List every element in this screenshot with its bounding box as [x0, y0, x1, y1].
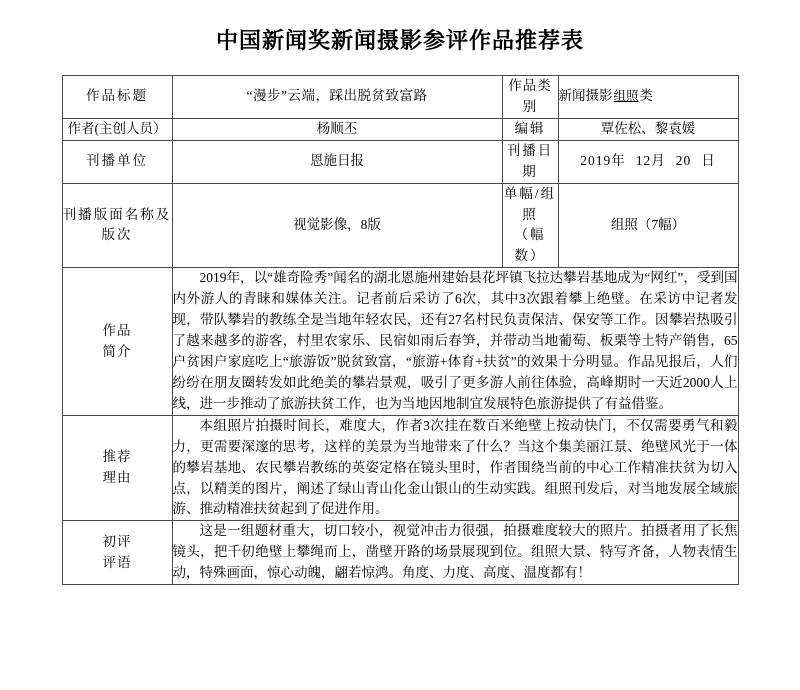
- table-row-recommendation: [62, 415, 738, 521]
- label-work-summary: [62, 268, 172, 415]
- table-row-author: [62, 118, 738, 140]
- single-or-group-line1: 单幅/组照: [503, 185, 557, 222]
- date-year-unit: 年: [611, 153, 626, 169]
- table-row-layout: [62, 183, 738, 268]
- value-work-summary: 2019年，以“雄奇险秀”闻名的湖北恩施州建始县花坪镇飞拉达攀岩基地成为“网红”，受到国内外游人的青睐和媒体关注。记者前后采访了6次，其中3次跟着攀上绝壁。在采访中记者发现，带队攀岩的教练全是当地年轻农民，还有27名村民负责保洁、保安等工作。因攀岩热吸引了越来越多的游客，村里农家乐、民宿如雨后春笋，并带动当地葡萄、板栗等土特产销售，65户贫困户家庭吃上“旅游饭”脱贫致富，“旅游+体育+扶贫”的效果十分明显。作品见报后，人们纷纷在朋友圈转发如此绝美的攀岩景观，吸引了更多游人前往体验，高峰期时一天近2000人上线，进一步推动了旅游扶贫工作，也为当地因地制宜发展特色旅游提供了有益借鉴。: [172, 268, 738, 415]
- label-editor: 编辑: [502, 118, 558, 140]
- value-publisher: 恩施日报: [172, 140, 502, 183]
- work-summary-label-line1: 作品: [102, 322, 132, 338]
- label-publisher: 刊播单位: [62, 140, 172, 183]
- single-or-group-line2: （幅数）: [514, 227, 546, 264]
- initial-review-label-line2: 评语: [102, 554, 132, 570]
- label-work-category: 作品类别: [502, 76, 558, 119]
- value-author: 杨顺丕: [172, 118, 502, 140]
- value-initial-review: 这是一组题材重大，切口较小，视觉冲击力很强，拍摄难度较大的照片。拍摄者用了长焦镜头，把千仞绝壁上攀绳而上，凿壁开路的场景展现到位。组照大景、特写齐备，人物表情生动，特殊画面，惊心动魄，翩若惊鸿。角度、力度、高度、温度都有！: [172, 521, 738, 585]
- label-single-or-group: [502, 183, 558, 268]
- page-title: 中国新闻奖新闻摄影参评作品推荐表: [215, 28, 584, 53]
- label-initial-review: [62, 521, 172, 585]
- value-layout-name: 视觉影像，8版: [172, 183, 502, 268]
- work-summary-label-line2: 简介: [102, 343, 132, 359]
- recommendation-form-table: [62, 75, 739, 585]
- category-prefix: 新闻摄影: [558, 88, 613, 104]
- value-editor: 覃佐松、黎袁媛: [558, 118, 738, 140]
- table-row-summary: [62, 268, 738, 415]
- date-day: 20: [675, 153, 692, 169]
- date-year: 2019: [580, 153, 612, 169]
- table-row-initial-review: [62, 521, 738, 585]
- label-publish-date: 刊播日期: [502, 140, 558, 183]
- table-row-work-title: [62, 76, 738, 119]
- label-layout-name: 刊播版面名称及版次: [62, 183, 172, 268]
- label-work-title: 作品标题: [62, 76, 172, 119]
- value-recommendation-reason: 本组照片拍摄时间长，难度大，作者3次挂在数百米绝壁上按动快门，不仅需要勇气和毅力，更需要深邃的思考，这样的美景为当地带来了什么？当这个集美丽江景、绝壁风光于一体的攀岩基地、农民攀岩教练的英姿定格在镜头里时，作者围绕当前的中心工作精准扶贫为切入点，以精美的图片，阐述了绿山青山化金山银山的生动实践。组照刊发后，对当地发展全域旅游、推动精准扶贫起到了促进作用。: [172, 415, 738, 521]
- recommendation-label-line1: 推荐: [102, 449, 132, 465]
- category-underlined-value: 组照: [613, 89, 639, 104]
- label-recommendation-reason: [62, 415, 172, 521]
- label-author: 作者(主创人员）: [62, 118, 172, 140]
- date-month-unit: 月: [651, 153, 666, 169]
- recommendation-label-line2: 理由: [102, 470, 132, 486]
- value-work-title: “漫步”云端，踩出脱贫致富路: [172, 76, 502, 119]
- value-publish-date: [558, 140, 738, 183]
- date-day-unit: 日: [701, 153, 716, 169]
- table-row-publisher: [62, 140, 738, 183]
- initial-review-label-line1: 初评: [102, 533, 132, 549]
- category-suffix: 类: [639, 88, 654, 104]
- value-single-or-group: 组照（7幅）: [558, 183, 738, 268]
- value-work-category: [558, 76, 738, 119]
- date-month: 12: [635, 153, 652, 169]
